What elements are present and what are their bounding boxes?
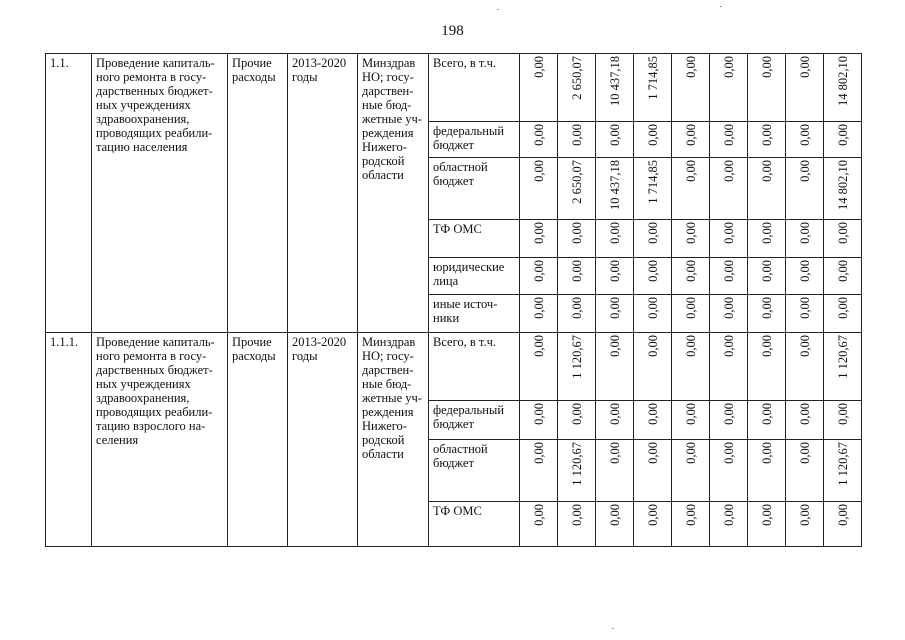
expense-type: Прочие расходы (228, 54, 288, 333)
amount-value: 0,00 (759, 56, 774, 78)
amount-cell (520, 295, 558, 333)
amount-cell (634, 258, 672, 295)
amount-cell (672, 122, 710, 158)
amount-value: 0,00 (759, 124, 774, 146)
amount-value: 0,00 (797, 222, 812, 244)
amount-value: 0,00 (759, 442, 774, 464)
amount-cell (710, 258, 748, 295)
amount-value: 1 714,85 (645, 160, 660, 204)
amount-value: 0,00 (759, 403, 774, 425)
amount-value: 0,00 (645, 504, 660, 526)
amount-cell (824, 502, 862, 547)
amount-cell (824, 401, 862, 440)
amount-cell (824, 220, 862, 258)
implementation-period: 2013-2020 годы (288, 333, 358, 547)
amount-cell (786, 54, 824, 122)
amount-cell (558, 502, 596, 547)
amount-value: 0,00 (683, 222, 698, 244)
scan-speck (612, 628, 614, 629)
amount-cell (634, 122, 672, 158)
amount-value: 0,00 (835, 403, 850, 425)
amount-cell (520, 220, 558, 258)
executor: Минздрав НО; госу- дарствен- ные бюд- жетные уч- реждения Нижего- родской области (358, 333, 429, 547)
amount-value: 0,00 (835, 222, 850, 244)
amount-value: 0,00 (683, 504, 698, 526)
amount-cell (596, 220, 634, 258)
item-name: Проведение капиталь- ного ремонта в госу- дарственных бюджет- ных учреждениях здравоохранения, проводящих реабили- тацию населения (92, 54, 228, 333)
amount-cell (558, 333, 596, 401)
amount-value: 0,00 (607, 403, 622, 425)
amount-value: 0,00 (569, 124, 584, 146)
amount-value: 0,00 (645, 442, 660, 464)
funding-source: федеральный бюджет (429, 122, 520, 158)
amount-value: 0,00 (531, 124, 546, 146)
scan-speck (720, 6, 722, 7)
amount-cell (710, 502, 748, 547)
amount-value: 2 650,07 (569, 160, 584, 204)
amount-cell (786, 220, 824, 258)
amount-value: 0,00 (797, 124, 812, 146)
item-code: 1.1. (46, 54, 92, 333)
amount-cell (558, 258, 596, 295)
amount-cell (558, 220, 596, 258)
funding-source: федеральный бюджет (429, 401, 520, 440)
budget-table (45, 53, 862, 547)
amount-value: 1 120,67 (835, 442, 850, 486)
amount-value: 10 437,18 (607, 56, 622, 106)
amount-cell (596, 54, 634, 122)
amount-cell (710, 333, 748, 401)
amount-cell (824, 440, 862, 502)
amount-value: 0,00 (797, 297, 812, 319)
amount-cell (748, 158, 786, 220)
expense-type: Прочие расходы (228, 333, 288, 547)
amount-cell (520, 401, 558, 440)
amount-cell (672, 158, 710, 220)
amount-value: 0,00 (759, 504, 774, 526)
amount-cell (520, 502, 558, 547)
amount-value: 0,00 (683, 297, 698, 319)
amount-cell (634, 401, 672, 440)
amount-cell (596, 333, 634, 401)
amount-value: 0,00 (683, 260, 698, 282)
amount-value: 2 650,07 (569, 56, 584, 100)
amount-cell (710, 440, 748, 502)
amount-cell (596, 440, 634, 502)
amount-value: 0,00 (645, 297, 660, 319)
amount-value: 0,00 (569, 297, 584, 319)
amount-value: 0,00 (645, 222, 660, 244)
amount-cell (672, 295, 710, 333)
amount-value: 0,00 (531, 335, 546, 357)
amount-cell (634, 440, 672, 502)
amount-value: 0,00 (797, 442, 812, 464)
amount-cell (786, 333, 824, 401)
amount-value: 0,00 (721, 56, 736, 78)
funding-source: Всего, в т.ч. (429, 54, 520, 122)
amount-value: 0,00 (569, 222, 584, 244)
amount-value: 0,00 (759, 222, 774, 244)
funding-source: ТФ ОМС (429, 220, 520, 258)
amount-value: 0,00 (721, 297, 736, 319)
amount-cell (748, 440, 786, 502)
amount-cell (710, 401, 748, 440)
amount-cell (672, 258, 710, 295)
amount-cell (558, 54, 596, 122)
amount-value: 1 714,85 (645, 56, 660, 100)
amount-cell (520, 122, 558, 158)
amount-value: 0,00 (721, 124, 736, 146)
amount-cell (786, 502, 824, 547)
amount-cell (672, 502, 710, 547)
amount-cell (520, 440, 558, 502)
amount-value: 0,00 (721, 160, 736, 182)
amount-cell (786, 401, 824, 440)
table-row (46, 333, 862, 401)
amount-value: 0,00 (531, 160, 546, 182)
amount-value: 0,00 (683, 124, 698, 146)
amount-cell (672, 54, 710, 122)
amount-cell (634, 295, 672, 333)
amount-cell (672, 440, 710, 502)
amount-cell (710, 54, 748, 122)
amount-cell (634, 333, 672, 401)
amount-value: 0,00 (797, 504, 812, 526)
amount-cell (558, 401, 596, 440)
amount-cell (748, 401, 786, 440)
amount-value: 0,00 (797, 260, 812, 282)
item-name: Проведение капиталь- ного ремонта в госу- дарственных бюджет- ных учреждениях здравоохранения, проводящих реабили- тацию взрослого на- селения (92, 333, 228, 547)
amount-cell (672, 333, 710, 401)
amount-value: 0,00 (531, 56, 546, 78)
amount-value: 0,00 (721, 260, 736, 282)
amount-value: 0,00 (797, 160, 812, 182)
amount-cell (786, 122, 824, 158)
amount-value: 0,00 (721, 222, 736, 244)
amount-value: 0,00 (569, 260, 584, 282)
amount-value: 0,00 (721, 403, 736, 425)
amount-value: 0,00 (683, 56, 698, 78)
amount-cell (748, 502, 786, 547)
amount-cell (710, 158, 748, 220)
amount-value: 0,00 (835, 297, 850, 319)
amount-value: 1 120,67 (835, 335, 850, 379)
amount-cell (520, 158, 558, 220)
amount-cell (824, 158, 862, 220)
amount-cell (710, 295, 748, 333)
amount-cell (520, 333, 558, 401)
amount-value: 0,00 (797, 335, 812, 357)
amount-cell (710, 122, 748, 158)
amount-cell (596, 401, 634, 440)
amount-cell (558, 158, 596, 220)
funding-source: юридические лица (429, 258, 520, 295)
amount-cell (634, 158, 672, 220)
amount-value: 0,00 (607, 260, 622, 282)
amount-cell (596, 158, 634, 220)
amount-cell (824, 295, 862, 333)
amount-cell (748, 54, 786, 122)
amount-cell (748, 220, 786, 258)
amount-cell (748, 333, 786, 401)
amount-cell (634, 54, 672, 122)
amount-value: 0,00 (531, 504, 546, 526)
amount-cell (558, 440, 596, 502)
amount-value: 0,00 (607, 335, 622, 357)
amount-cell (558, 295, 596, 333)
amount-value: 0,00 (835, 124, 850, 146)
amount-cell (824, 333, 862, 401)
amount-value: 0,00 (531, 260, 546, 282)
amount-cell (634, 220, 672, 258)
amount-value: 0,00 (759, 260, 774, 282)
table-row (46, 54, 862, 122)
amount-cell (824, 122, 862, 158)
amount-value: 0,00 (683, 160, 698, 182)
amount-value: 0,00 (645, 403, 660, 425)
amount-cell (520, 258, 558, 295)
amount-cell (748, 258, 786, 295)
amount-value: 0,00 (531, 403, 546, 425)
amount-cell (596, 122, 634, 158)
amount-value: 0,00 (531, 442, 546, 464)
amount-value: 1 120,67 (569, 442, 584, 486)
executor: Минздрав НО; госу- дарствен- ные бюд- жетные уч- реждения Нижего- родской области (358, 54, 429, 333)
amount-cell (596, 295, 634, 333)
amount-cell (710, 220, 748, 258)
amount-value: 0,00 (607, 504, 622, 526)
amount-value: 0,00 (835, 260, 850, 282)
item-code: 1.1.1. (46, 333, 92, 547)
amount-value: 0,00 (721, 504, 736, 526)
amount-value: 0,00 (645, 335, 660, 357)
scan-speck (497, 9, 499, 10)
amount-cell (824, 258, 862, 295)
amount-value: 0,00 (645, 260, 660, 282)
amount-value: 0,00 (683, 335, 698, 357)
amount-value: 0,00 (721, 335, 736, 357)
amount-value: 0,00 (607, 442, 622, 464)
amount-cell (596, 502, 634, 547)
amount-value: 0,00 (569, 504, 584, 526)
amount-value: 0,00 (531, 222, 546, 244)
amount-value: 0,00 (683, 442, 698, 464)
funding-source: Всего, в т.ч. (429, 333, 520, 401)
amount-cell (520, 54, 558, 122)
funding-source: областной бюджет (429, 440, 520, 502)
funding-source: ТФ ОМС (429, 502, 520, 547)
amount-value: 14 802,10 (835, 56, 850, 106)
amount-cell (748, 122, 786, 158)
implementation-period: 2013-2020 годы (288, 54, 358, 333)
amount-value: 0,00 (721, 442, 736, 464)
amount-cell (748, 295, 786, 333)
amount-cell (786, 440, 824, 502)
amount-cell (786, 258, 824, 295)
amount-value: 1 120,67 (569, 335, 584, 379)
amount-value: 0,00 (797, 56, 812, 78)
funding-source: иные источ- ники (429, 295, 520, 333)
amount-cell (634, 502, 672, 547)
amount-value: 0,00 (835, 504, 850, 526)
amount-value: 14 802,10 (835, 160, 850, 210)
amount-cell (786, 295, 824, 333)
amount-cell (596, 258, 634, 295)
funding-source: областной бюджет (429, 158, 520, 220)
page-number: 198 (441, 23, 464, 39)
amount-value: 0,00 (683, 403, 698, 425)
amount-cell (672, 220, 710, 258)
amount-cell (824, 54, 862, 122)
amount-value: 0,00 (759, 160, 774, 182)
amount-value: 0,00 (645, 124, 660, 146)
amount-cell (558, 122, 596, 158)
amount-cell (672, 401, 710, 440)
amount-cell (786, 158, 824, 220)
amount-value: 0,00 (759, 297, 774, 319)
amount-value: 0,00 (569, 403, 584, 425)
amount-value: 0,00 (797, 403, 812, 425)
amount-value: 0,00 (759, 335, 774, 357)
amount-value: 0,00 (607, 124, 622, 146)
amount-value: 10 437,18 (607, 160, 622, 210)
amount-value: 0,00 (531, 297, 546, 319)
amount-value: 0,00 (607, 297, 622, 319)
amount-value: 0,00 (607, 222, 622, 244)
